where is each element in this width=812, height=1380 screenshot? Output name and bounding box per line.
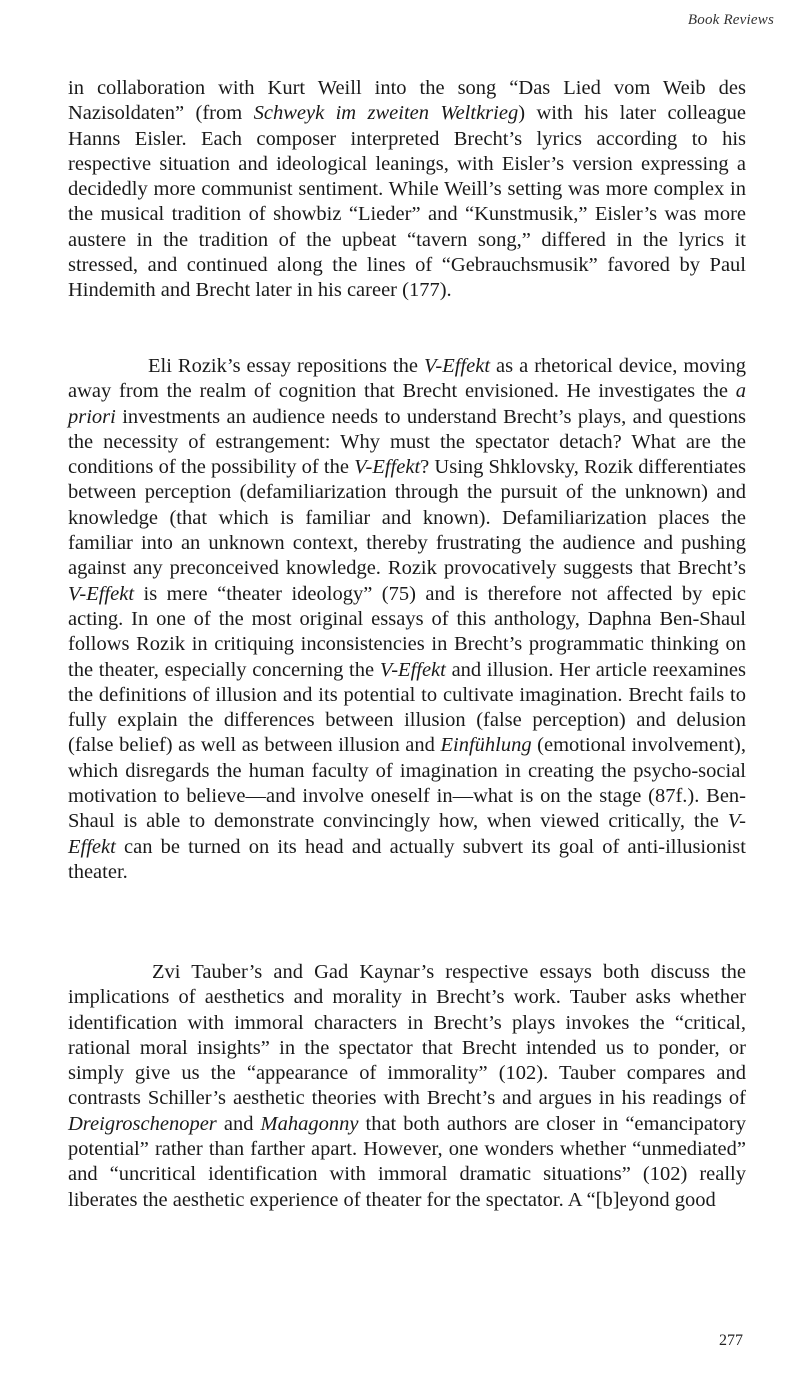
text-run: is mere “theater ideology” (75) and is therefore not affected by epic acting. In one of the most original essays of this anthology, Daphna Ben-Shaul follows Rozik in critiquing inconsistencies in Brecht’s programmatic thinking on the theater, especially concerning the	[68, 582, 746, 681]
italic-term: V-Effekt	[68, 582, 135, 605]
italic-term: V-Effekt	[379, 658, 446, 681]
text-run: Eli Rozik’s essay repositions the	[148, 355, 424, 377]
text-run: in collaboration with Kurt Weill into the song “Das Lied vom Weib des Nazisoldaten” (from	[68, 77, 746, 125]
paragraph-3	[68, 960, 746, 1213]
text-run: Zvi Tauber’s and Gad Kaynar’s respective essays both discuss the implications of aesthetics and morality in Brecht’s work. Tauber asks whether identification with immoral characters in Brecht’s plays invokes the “critical, rational moral insights” in the spectator that Brecht intended us to ponder, or simply give us the “appearance of immorality” (102). Tauber compares and contrasts Schiller’s aesthetic theories with Brecht’s and argues in his readings of	[68, 961, 746, 1110]
text-run: ? Using Shklovsky, Rozik differentiates between perception (defamiliarization through the pursuit of the unknown) and knowledge (that which is familiar and known). Defamiliarization places the familiar into an unknown context, thereby frustrating the audience and pushing against any preconceived knowledge. Rozik provocatively suggests that Brecht’s	[68, 456, 746, 580]
text-run: (emotional involvement), which disregards the human faculty of imagination in creating the psycho-social motivation to believe—and involve oneself in—what is on the stage (87f.). Ben-Shaul is able to demonstrate convincingly how, when viewed critically, the	[68, 734, 746, 833]
italic-title: Dreigroschenoper	[68, 1112, 217, 1135]
italic-term: V-Effekt	[423, 355, 491, 377]
text-run: investments an audience needs to understand Brecht’s plays, and questions the necessity of estrangement: Why must the spectator detach? What are the conditions of the possibility of the	[68, 405, 746, 479]
text-run: and	[216, 1112, 261, 1135]
paragraph-2	[68, 354, 746, 885]
text-run: and illusion. Her article reexamines the definitions of illusion and its potential to cultivate imagination. Brecht fails to fully explain the differences between illusion (false perception) and delusion (false belief) as well as between illusion and	[68, 658, 747, 757]
running-head: Book Reviews	[687, 12, 774, 28]
italic-term: V-Effekt	[354, 456, 421, 479]
text-run: as a rhetorical device, moving away from the realm of cognition that Brecht envisioned. He investigates the	[68, 355, 746, 403]
text-run: can be turned on its head and actually subvert its goal of anti-illusionist theater.	[68, 835, 746, 883]
italic-term: a priori	[68, 380, 746, 428]
italic-term: V-Effekt	[68, 810, 746, 858]
italic-title: Mahagonny	[260, 1112, 359, 1135]
text-run: that both authors are closer in “emancipatory potential” rather than farther apart. However, one wonders whether “unmediated” and “uncritical identification with immoral dramatic situations” (102) really liberates the aesthetic experience of theater for the spectator. A “[b]eyond good	[68, 1112, 746, 1211]
italic-term: Einfühlung	[440, 734, 532, 757]
text-run: ) with his later colleague Hanns Eisler. Each composer interpreted Brecht’s lyrics according to his respective situation and ideological leanings, with Eisler’s version expressing a decidedly more communist sentiment. While Weill’s setting was more complex in the musical tradition of showbiz “Lieder” and “Kunstmusik,” Eisler’s was more austere in the tradition of the upbeat “tavern song,” differed in the lyrics it stressed, and continued along the lines of “Gebrauchsmusik” favored by Paul Hindemith and Brecht later in his career (177).	[68, 102, 746, 302]
page-number: 277	[719, 1332, 743, 1349]
paragraph-1	[68, 76, 746, 304]
italic-title: Schweyk im zweiten Weltkrieg	[253, 102, 519, 125]
